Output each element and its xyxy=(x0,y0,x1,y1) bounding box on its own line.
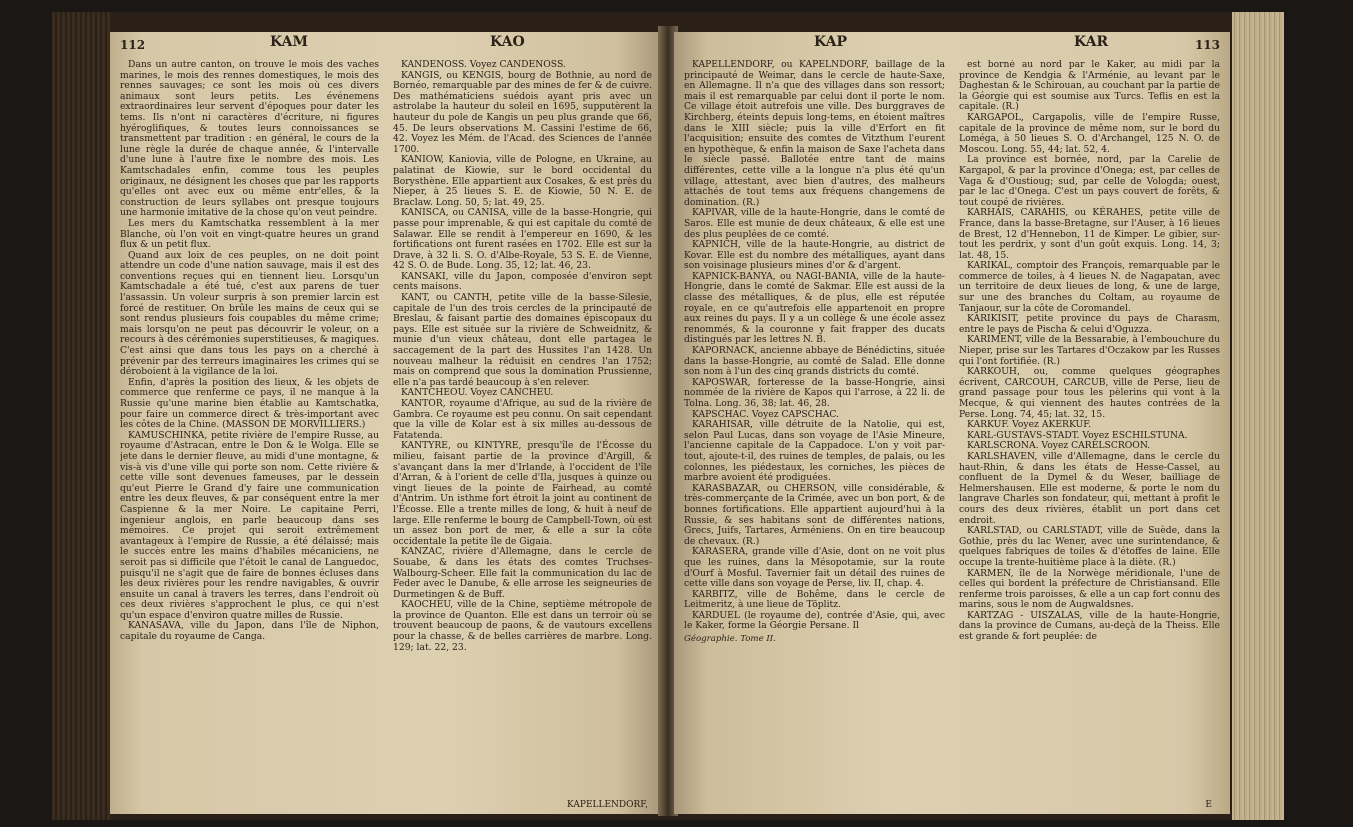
left-page xyxy=(110,32,662,814)
entry-paragraph: KARBITZ, ville de Bohême, dans le cercle de Leitmeritz, à une lieue de Töplitz. xyxy=(684,588,945,611)
head-word-right: KAO xyxy=(490,34,525,50)
entry-paragraph: KARLSTAD, ou CARLSTADT, ville de Suède, dans la Gothie, près du lac Wener, avec une surintendance, & quelques fabriques de toiles & d'étoffes de laine. Elle occupe la trente-huitième place à la diète. (R.) xyxy=(959,525,1220,568)
head-word-left: KAM xyxy=(270,34,308,50)
right-column-2 xyxy=(959,60,1220,808)
entry-paragraph: KANDENOSS. Voyez CANDENOSS. xyxy=(401,60,566,70)
catchword: KAPELLENDORF, xyxy=(567,800,648,810)
entry-paragraph: Quand aux loix de ces peuples, on ne doit point attendre un code d'une nation sauvage, mais il est des conventions reçues qui en tiennent lieu. Lorsqu'un Kamtschadale a été tué, c'est aux parens de tuer l'assassin. Un voleur surpris à son premier larcin est forcé de restituer. On brûle les mains de ceux qui se sont rendus plusieurs fois coupables du même crime; mais lorsqu'on ne peut pas découvrir le voleur, on a recours à des cérémonies superstitieuses, & magiques. C'est ainsi que dans tous les pays on a cherché à prévenir par des terreurs imaginaires les crimes qui se déroboient à la vigilance de la loi. xyxy=(120,249,379,378)
head-word-left: KAP xyxy=(814,34,847,50)
entry-paragraph: KAPELLENDORF, ou KAPELNDORF, baillage de la principauté de Weimar, dans le cercle de haute-Saxe, en Allemagne. Il n'a que des villages dans son ressort; mais il est remarquable par celui dont il porte le nom. Ce village étoit autrefois une ville. Des burggraves de Kirchberg, éteints depuis long-tems, en étoient maîtres dans le XIII siècle; puis la ville d'Erfort en fit l'acquisition; ensuite des comtes de Vitzthum l'eurent en hypothèque, & enfin la maison de Saxe l'acheta dans le siècle passé. Ballotée entre tant de mains différentes, cette ville a la longue n'a plus été qu'un village, attestant, avec bien d'autres, des malheurs attachés de tout tems aux fréquens changemens de domination. (R.) xyxy=(684,60,945,208)
book-spread xyxy=(52,12,1284,820)
entry-paragraph: KARL-GUSTAVS-STADT. Voyez ESCHILSTUNA. xyxy=(967,429,1188,441)
entry-paragraph: KARASBAZAR, ou CHERSON, ville considérable, & très-commerçante de la Crimée, avec un bon port, & de bonnes fortifications. Elle appartient aujourd'hui à la Russie, & ses habitans sont de différentes nations, Grecs, Juifs, Tartares, Arméniens. On en tire beaucoup de chevaux. (R.) xyxy=(684,482,945,547)
entry-paragraph: KAPNICH, ville de la haute-Hongrie, au district de Kovar. Elle est du nombre des métalliques, ayant dans son voisinage plusieurs mines d'or & d'argent. xyxy=(684,239,945,272)
entry-paragraph: KARKOUH, ou, comme quelques géographes écrivent, CARCOUH, CARCUB, ville de Perse, lieu de grand passage pour tous les pèlerins qui vont à la Mecque, & qui viennent des hautes contrées de la Perse. Long. 74, 45; lat. 32, 15. xyxy=(959,366,1220,420)
entry-paragraph: KAMUSCHINKA, petite rivière de l'empire Russe, au royaume d'Astracan, entre le Don & le Wolga. Elle se jete dans le dernier fleuve, au midi d'une montagne, & vis-à vis d'une ville qui porte son nom. Cette rivière & cette ville sont devenues fameuses, par le dessein qu'eut Pierre le Grand d'y faire une communication entre les deux fleuves, & par conséquent entre la mer Caspienne & la mer Noire. Le capitaine Perri, ingenieur anglois, en parle beaucoup dans ses mémoires. Ce projet qui seroit extrêmement avantageux à l'empire de Russie, a été délaissé; mais le succès entre les mains d'habiles mécaniciens, ne seroit pas si difficile que l'étoit le canal de Languedoc, puisqu'il ne s'agit que de faire de bonnes écluses dans les deux rivières pour les rendre navigables, & ouvrir ensuite un canal à travers les terres, dans l'endroit où ces deux rivières s'approchent le plus, ce qui n'est qu'un espace d'environ quatre milles de Russie. xyxy=(120,429,379,621)
entry-paragraph: KANTOR, royaume d'Afrique, au sud de la rivière de Gambra. Ce royaume est peu connu. On sait cependant que la ville de Kolar est à six milles au-dessous de Fatatenda. xyxy=(393,398,652,441)
entry-paragraph: KANZAC, rivière d'Allemagne, dans le cercle de Souabe, & dans les états des comtes Truchses-Walbourg-Scheer. Elle fait la communication du lac de Feder avec le Danube, & elle arrose les seigneuries de Durmetingen & de Buff. xyxy=(393,546,652,600)
entry-paragraph: KARDUEL (le royaume de), contrée d'Asie, qui, avec le Kaker, forme la Géorgie Persane. Il xyxy=(684,609,945,632)
entry-paragraph: KAPSCHAC. Voyez CAPSCHAC. xyxy=(692,408,839,420)
page-footer: Géographie. Tome II. xyxy=(684,634,776,645)
entry-paragraph: KARLSHAVEN, ville d'Allemagne, dans le cercle du haut-Rhin, & dans les états de Hesse-Cassel, au confluent de la Dymel & du Weser, bailliage de Helmershausen. Elle est moderne, & porte le nom du langrave Charles son fondateur, qui, mettant à profit le cours des deux rivières, établit un port dans cet endroit. xyxy=(959,450,1220,526)
entry-paragraph: KANIOW, Kaniovia, ville de Pologne, en Ukraine, au palatinat de Kiowie, sur le bord occidental du Borysthène. Elle appartient aux Cosakes, & est près du Nieper, à 25 lieues S. E. de Kiowie, 50 N. E. de Braclaw. Long. 50, 5; lat. 49, 25. xyxy=(393,154,652,208)
page-number: 112 xyxy=(120,38,146,52)
entry-paragraph: KAPIVAR, ville de la haute-Hongrie, dans le comté de Saros. Elle est munie de deux châteaux, & elle est une des plus peuplées de ce comté. xyxy=(684,207,945,240)
left-column-2 xyxy=(393,60,652,808)
entry-paragraph: KARIMENT, ville de la Bessarabie, à l'embouchure du Nieper, prise sur les Tartares d'Oczakow par les Russes qui l'ont fortifiée. (R.) xyxy=(959,334,1220,367)
entry-paragraph: KARGAPOL, Cargapolis, ville de l'empire Russe, capitale de la province de même nom, sur le bord du Loméga, à 50 lieues S. O. d'Archangel, 125 N. O. de Moscou. Long. 55, 44; lat. 52, 4. xyxy=(959,111,1220,155)
right-page xyxy=(674,32,1230,814)
entry-paragraph: KAOCHEU, ville de la Chine, septième métropole de la province de Quanton. Elle est dans un terroir où se trouvent beaucoup de paons, & de vautours excellens pour la chasse, & de belles carrières de marbre. Long. 129; lat. 22, 23. xyxy=(393,599,652,653)
entry-paragraph: KANISCA, ou CANISA, ville de la basse-Hongrie, qui passe pour imprenable, & qui est capitale du comté de Salawar. Elle se rendit à l'empereur en 1690, & les fortifications ont furent rasées en 1702. Elle est sur la Drave, à 32 li. S. O. d'Albe-Royale, 53 S. E. de Vienne, 42 S. O. de Bude. Long. 35, 12; lat. 46, 23. xyxy=(393,207,652,272)
head-word-right: KAR xyxy=(1074,34,1109,50)
entry-paragraph: KANSAKI, ville du Japon, composée d'environ sept cents maisons. xyxy=(393,270,652,293)
entry-paragraph: KARLSCRONA. Voyez CARELSCROON. xyxy=(967,440,1151,452)
entry-paragraph: Enfin, d'après la position des lieux, & les objets de commerce que renferme ce pays, il ne manque à la Russie qu'une marine bien établie au Kamtschatka, pour faire un commerce direct & très-important avec les côtes de la Chine. (MASSON DE MORVILLIERS.) xyxy=(120,376,379,431)
page-number: 113 xyxy=(1194,38,1220,52)
left-column-1 xyxy=(120,60,379,808)
entry-paragraph: KARKUF. Voyez AKERKUF. xyxy=(967,419,1092,431)
entry-paragraph: est borné au nord par le Kaker, au midi par la province de Kendgia & l'Arménie, au levant par le Daghestan & le Schirouan, au couchant par la partie de la Géorgie qui est soumise aux Turcs. Teflis en est la capitale. (R.) xyxy=(959,60,1220,113)
entry-paragraph: KARAHISAR, ville détruite de la Natolie, qui est, selon Paul Lucas, dans son voyage de l'Asie Mineure, l'ancienne capitale de la Cappadoce. L'on y voit par-tout, ajoute-t-il, des ruines de temples, de palais, ou les colonnes, les piédestaux, les corniches, les pièces de marbre avoient été prodiguées. xyxy=(684,419,945,484)
page-edges xyxy=(1232,12,1284,820)
entry-paragraph: KARHAIS, CARAHIS, ou KÉRAHES, petite ville de France, dans la basse-Bretagne, sur l'Auser, à 16 lieues de Brest, 12 d'Hennebon, 11 de Kimper. Le gibier, sur-tout les perdrix, y sont d'un goût exquis. Long. 14, 3; lat. 48, 15. xyxy=(959,207,1220,261)
right-column-1 xyxy=(684,60,945,808)
entry-paragraph: KANASAVA, ville du Japon, dans l'île de Niphon, capitale du royaume de Canga. xyxy=(120,620,379,643)
left-running-head xyxy=(110,34,662,56)
entry-paragraph: KARIKAL, comptoir des François, remarquable par le commerce de toiles, à 4 lieues N. de Nagapatan, avec un territoire de deux lieues de long, & une de large, sur une des branches du Coltam, au royaume de Tanjaour, sur la côte de Coromandel. xyxy=(959,260,1220,314)
right-running-head xyxy=(674,34,1230,56)
entry-paragraph: KANT, ou CANTH, petite ville de la basse-Silesie, capitale de l'un des trois cercles de la principauté de Breslau, & faisant partie des domaines épiscopaux du pays. Elle est située sur la rivière de Schweidnitz, & munie d'un vieux château, dont elle partagea le saccagement de la part des Hussites l'an 1428. Un nouveau malheur la réduisit en cendres l'an 1752; mais on comprend que sous la domination Prussienne, elle n'a pas tardé beaucoup à s'en relever. xyxy=(393,292,652,388)
entry-paragraph: KARASERA, grande ville d'Asie, dont on ne voit plus que les ruines, dans la Mésopotamie, sur la route d'Ourf à Mosful. Tavernier fait un détail des ruines de cette ville dans son voyage de Perse, liv. II, chap. 4. xyxy=(684,546,945,590)
entry-paragraph: KARMEN, île de la Norwège méridionale, l'une de celles qui bordent la préfecture de Christiansand. Elle renferme trois paroisses, & elle a un cap fort connu des marins, sous le nom de Augwaldsnes. xyxy=(959,567,1220,611)
entry-paragraph: KANTCHEOU. Voyez CANCHEU. xyxy=(401,387,554,399)
entry-paragraph: La province est bornée, nord, par la Carelie de Kargapol, & par la province d'Onega; est, par celles de Vaga & d'Oustioug; sud, par celle de Vologda; ouest, par le lac d'Onega. C'est un pays couvert de forêts, & tout coupé de rivières. xyxy=(959,154,1220,208)
entry-paragraph: Les mers du Kamtschatka ressemblent à la mer Blanche, où l'on voit en vingt-quatre heures un grand flux & un petit flux. xyxy=(120,217,379,251)
entry-paragraph: KARTZAG - UISZALAS, ville de la haute-Hongrie, dans la province de Cumans, au-deçà de la Theiss. Elle est grande & fort peuplée: de xyxy=(959,609,1220,643)
catchword: E xyxy=(1205,800,1212,810)
entry-paragraph: KARIKISIT, petite province du pays de Charasm, entre le pays de Pischa & celui d'Oguzza. xyxy=(959,313,1220,335)
entry-paragraph: KANTYRE, ou KINTYRE, presqu'île de l'Écosse du milieu, faisant partie de la province d'Argill, & s'avançant dans la mer d'Irlande, à l'occident de l'île d'Arran, & à l'orient de celle d'Ila, jusques à quinze ou vingt lieues de la pointe de Fairhead, au comté d'Antrim. Un isthme fort étroit la joint au continent de l'Écosse. Elle a trente milles de long, & huit à neuf de large. Elle renferme le bourg de Campbell-Town, où est un assez bon port de mer, & elle a sur la côte occidentale la petite île de Gigaia. xyxy=(393,440,652,547)
entry-paragraph: KAPNICK-BANYA, ou NAGI-BANIA, ville de la haute-Hongrie, dans le comté de Sakmar. Elle est aussi de la classe des métalliques, & de plus, elle est réputée royale, en ce qu'autrefois elle appartenoit en propre aux reines du pays. Il y a un collège & une école assez renommés, & la couronne y fait frapper des ducats distingués par les lettres N. B. xyxy=(684,270,945,346)
entry-paragraph: KAPORNACK, ancienne abbaye de Bénédictins, située dans la basse-Hongrie, au comté de Salad. Elle donne son nom à l'un des cinq grands districts du comté. xyxy=(684,345,945,378)
entry-paragraph: Dans un autre canton, on trouve le mois des vaches marines, le mois des rennes domestiques, le mois des rennes sauvages; ce sont les mois où ces divers animaux sont leurs petits. Les événemens extraordinaires leur servent d'époques pour dater les tems. Ils n'ont ni caractères d'écriture, ni figures hyéroglifiques, & toutes leurs connoissances se transmettent par tradition : en général, le cours de la lune règle la durée de chaque année, & l'intervalle d'une lune à l'autre fixe le nombre des mois. Les Kamtschadales enfin, comme tous les peuples originaux, ne désignent les choses que par les rapports qu'elles ont avec eux ou même entr'elles, & la construction de leurs syllabes ont presque toujours une harmonie imitative de la chose qu'on veut peindre. xyxy=(120,60,379,219)
left-edge xyxy=(52,12,110,820)
entry-paragraph: KANGIS, ou KENGIS, bourg de Bothnie, au nord de Bornéo, remarquable par des mines de fer & de cuivre. Des mathématiciens suédois ayant pris avec un astrolabe la hauteur du soleil en 1695, supputèrent la hauteur du pole de Kangis un peu plus grande que 66, 45. De leurs observations M. Cassini l'estime de 66, 42. Voyez les Mém. de l'Acad. des Sciences de l'année 1700. xyxy=(393,69,652,155)
entry-paragraph: KAPOSWAR, forteresse de la basse-Hongrie, ainsi nommée de la rivière de Kapos qui l'arrose, à 22 li. de Tolna. Long. 36, 38; lat. 46, 28. xyxy=(684,376,945,409)
